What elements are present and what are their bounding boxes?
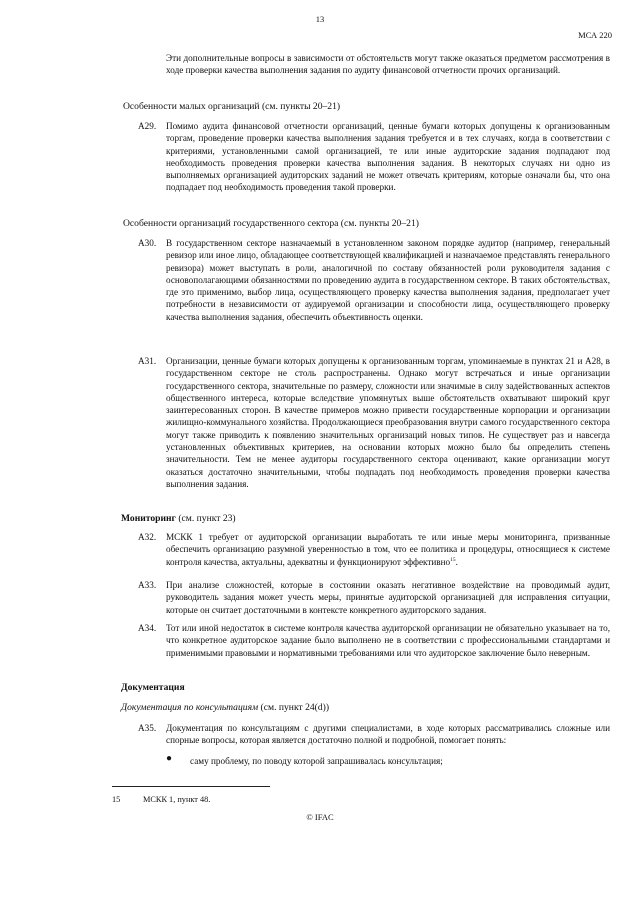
footnote-ref: 15: [450, 556, 456, 563]
page-number: 13: [315, 14, 325, 24]
para-a34: Тот или иной недостаток в системе контроля качества аудиторской организации не обязательно указывает на то, что конкретное аудиторское задание было выполнено не в соответствии с профессиональными стандартами и применимыми правовыми и нормативными требованиями или что аудиторское заключение было неверным.: [166, 623, 610, 658]
heading-monitoring: [121, 513, 236, 525]
copyright-footer: © IFAC: [306, 812, 334, 822]
para-label-a33: A33.: [138, 580, 157, 590]
heading-documentation: Документация: [121, 682, 185, 693]
footnote-number: 15: [112, 795, 121, 804]
para-a35: Документация по консультациям с другими специалистами, в ходе которых рассматривались сложные или спорные вопросы, которая является достаточно полной и подробной, помогает понять:: [166, 723, 610, 746]
bullet-icon: ●: [166, 753, 173, 764]
heading-consultations-ref: (см. пункт 24(d)): [258, 702, 330, 713]
para-a30: В государственном секторе назначаемый в установленном законом порядке аудитор (например, генеральный ревизор или иное лицо, обладающее соответствующей квалификацией и назначаемое представлять генерального ревизора) может выступать в роли, аналогичной по составу обязанностей роли руководителя задания с основополагающими обязанностями по проведению аудита в государственном секторе. В таких обстоятельствах, где это применимо, выбор лица, осуществляющего проверку качества выполнения задания, предполагает учет потребности в независимости от аудируемой организации и способности лица, осуществляющего проверку качества выполнения задания, обеспечить объективность оценки.: [166, 238, 610, 322]
heading-small-entities: Особенности малых организаций (см. пункты 20–21): [123, 101, 341, 112]
footnote-divider: [112, 786, 270, 787]
para-a32-text: МСКК 1 требует от аудиторской организации выработать те или иные меры мониторинга, призванные обеспечить организацию разумной уверенностью в том, что ее политика и процедуры, относящиеся к системе контроля качества, актуальны, адекватны и функционируют эффективно: [166, 532, 610, 567]
intro-paragraph: Эти дополнительные вопросы в зависимости от обстоятельств могут также оказаться предметом рассмотрения в ходе проверки качества выполнения задания по аудиту финансовой отчетности прочих организаций.: [166, 53, 610, 76]
heading-consultations-title: Документация по консультациям: [121, 702, 259, 713]
heading-monitoring-title: Мониторинг: [121, 513, 176, 524]
bullet-item-1: саму проблему, по поводу которой запрашивалась консультация;: [190, 756, 443, 766]
para-label-a29: A29.: [138, 121, 157, 131]
para-a32-end: .: [455, 556, 458, 567]
para-a32: [166, 531, 610, 568]
para-label-a34: A34.: [138, 623, 157, 633]
para-label-a31: A31.: [138, 356, 157, 366]
para-a29: Помимо аудита финансовой отчетности организаций, ценные бумаги которых допущены к организованным торгам, проведение проверки качества выполнения задания требуется и в тех случаях, когда в соответствии с критериями, установленными самой организацией, те или иные аудиторские задания подпадают под необходимость проведения проверки качества выполнения задания. В некоторых случаях ни одно из выполняемых организацией аудиторских заданий не может отвечать критериям, которые означали бы, что она подпадает под необходимость проведения такой проверки.: [166, 121, 610, 193]
para-label-a35: A35.: [138, 723, 157, 733]
standard-code: МСА 220: [578, 30, 612, 40]
para-label-a30: A30.: [138, 238, 157, 248]
para-a33: При анализе сложностей, которые в состоянии оказать негативное воздействие на проводимый аудит, руководитель задания может учесть меры, принятые аудиторской организацией для исправления ситуации, которые он считает достаточными в контексте конкретного аудиторского задания.: [166, 580, 610, 615]
footnote-text: МСКК 1, пункт 48.: [143, 795, 211, 804]
heading-monitoring-ref: (см. пункт 23): [175, 513, 236, 524]
heading-public-sector: Особенности организаций государственного сектора (см. пункты 20–21): [123, 218, 419, 229]
para-a31: Организации, ценные бумаги которых допущены к организованным торгам, упоминаемые в пунктах 21 и A28, в государственном секторе не столь распространены. Однако могут встречаться и иные организации государственного сектора, значительные по размеру, сложности или значимые в силу задействованных аспектов общественного интереса, которые вследствие упомянутых выше обстоятельств охватывают широкий круг заинтересованных сторон. В качестве примеров можно привести государственные корпорации и организации жилищно-коммунального хозяйства. Продолжающиеся преобразования внутри самого государственного сектора могут также приводить к появлению значительных организаций новых типов. Не существует раз и навсегда установленных объективных критериев, на основании которых можно было бы определить степень значительности. Тем не менее аудиторы государственного сектора оценивают, какие организации могут оказаться достаточно значительными, чтобы подпадать под необходимость проведения проверки качества выполнения задания.: [166, 356, 610, 489]
para-label-a32: A32.: [138, 532, 157, 542]
heading-consultations: [121, 702, 329, 714]
